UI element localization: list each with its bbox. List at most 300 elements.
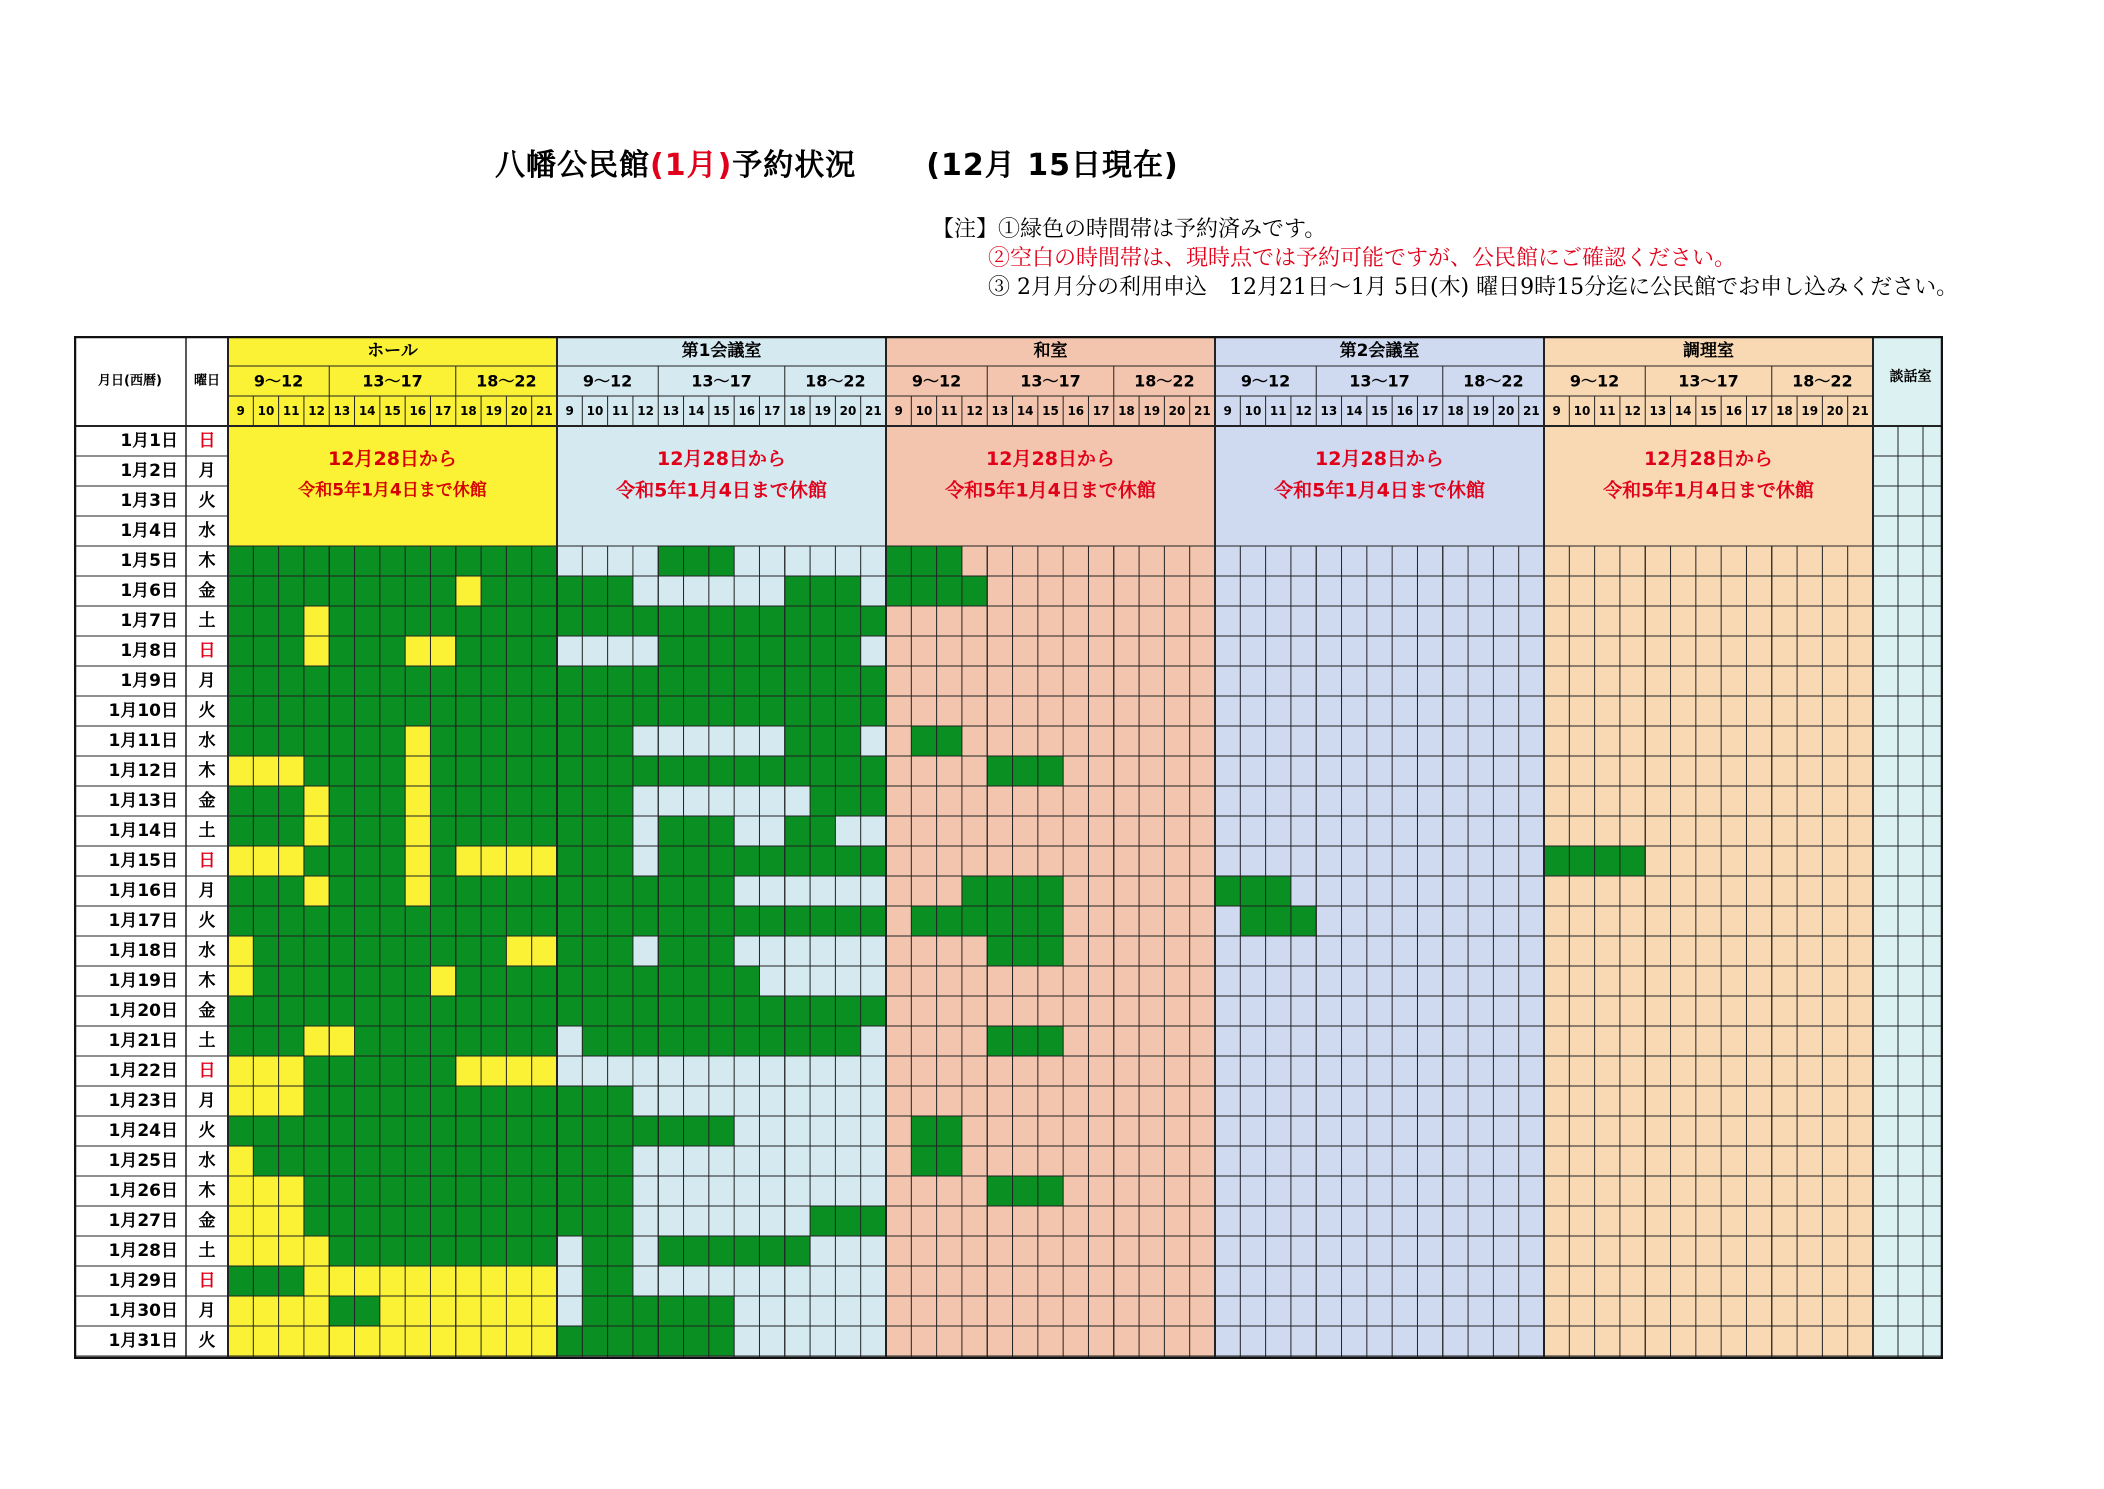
hour-label: 14 [1345, 404, 1363, 418]
booked-cell [329, 696, 354, 726]
booked-cell [355, 786, 380, 816]
booked-cell [253, 966, 278, 996]
hour-label: 14 [358, 404, 376, 418]
closed-notice-line2: 令和5年1月4日まで休館 [616, 479, 827, 502]
booked-cell [279, 636, 304, 666]
booked-cell [380, 936, 405, 966]
booked-cell [405, 966, 430, 996]
booked-cell [557, 1146, 582, 1176]
booked-cell [329, 846, 354, 876]
booked-cell [911, 1146, 936, 1176]
booked-cell [430, 816, 455, 846]
booked-cell [759, 696, 784, 726]
booked-cell [709, 996, 734, 1026]
booked-cell [633, 666, 658, 696]
booked-cell [810, 696, 835, 726]
booked-cell [405, 1206, 430, 1236]
booked-cell [684, 666, 709, 696]
booked-cell [430, 576, 455, 606]
booked-cell [228, 996, 253, 1026]
hour-label: 20 [1826, 404, 1844, 418]
booked-cell [709, 1296, 734, 1326]
booked-cell [506, 1176, 531, 1206]
booked-cell [329, 1086, 354, 1116]
period-label: 9～12 [253, 371, 304, 391]
booked-cell [658, 1296, 683, 1326]
hour-label: 11 [940, 404, 958, 418]
booked-cell [506, 1116, 531, 1146]
hour-label: 18 [1776, 404, 1793, 418]
booked-cell [759, 1026, 784, 1056]
booked-cell [1013, 936, 1038, 966]
booked-cell [709, 846, 734, 876]
booked-cell [430, 876, 455, 906]
booked-cell [355, 1026, 380, 1056]
booked-cell [709, 606, 734, 636]
booked-cell [557, 816, 582, 846]
booked-cell [253, 606, 278, 636]
hour-label: 17 [1092, 404, 1110, 418]
day-weekday: 日 [198, 1271, 216, 1291]
title-month: (1月) [650, 148, 733, 183]
booked-cell [886, 546, 911, 576]
booked-cell [380, 1206, 405, 1236]
booked-cell [456, 1086, 481, 1116]
booked-cell [329, 726, 354, 756]
booked-cell [987, 876, 1012, 906]
hour-label: 21 [864, 404, 882, 418]
day-date: 1月27日 [108, 1211, 178, 1231]
date-column-header: 月日(西暦) [98, 373, 162, 389]
booked-cell [304, 1206, 329, 1236]
booked-cell [253, 666, 278, 696]
booked-cell [658, 636, 683, 666]
booked-cell [253, 786, 278, 816]
booked-cell [557, 1206, 582, 1236]
day-date: 1月5日 [120, 551, 178, 571]
booked-cell [1013, 1176, 1038, 1206]
booked-cell [557, 1086, 582, 1116]
booked-cell [532, 876, 557, 906]
booked-cell [279, 936, 304, 966]
booked-cell [456, 1026, 481, 1056]
booked-cell [253, 696, 278, 726]
booked-cell [456, 786, 481, 816]
booked-cell [810, 636, 835, 666]
booked-cell [430, 756, 455, 786]
booked-cell [861, 756, 886, 786]
booked-cell [785, 1236, 810, 1266]
hour-label: 15 [1371, 404, 1388, 418]
booked-cell [886, 576, 911, 606]
day-date: 1月20日 [108, 1001, 178, 1021]
booked-cell [684, 966, 709, 996]
booked-cell [835, 846, 860, 876]
day-weekday: 土 [198, 611, 216, 631]
period-label: 9～12 [582, 371, 633, 391]
period-label: 13～17 [691, 371, 752, 391]
booked-cell [835, 636, 860, 666]
booked-cell [709, 876, 734, 906]
hour-label: 19 [485, 404, 503, 418]
day-weekday: 月 [198, 881, 216, 901]
booked-cell [684, 906, 709, 936]
booked-cell [355, 966, 380, 996]
booked-cell [582, 1236, 607, 1266]
booked-cell [456, 1116, 481, 1146]
booked-cell [481, 906, 506, 936]
booked-cell [430, 546, 455, 576]
booked-cell [456, 1146, 481, 1176]
booked-cell [228, 546, 253, 576]
hour-label: 16 [738, 404, 756, 418]
period-label: 18～22 [1463, 371, 1524, 391]
day-weekday: 金 [198, 1001, 216, 1021]
booked-cell [380, 996, 405, 1026]
booked-cell [430, 906, 455, 936]
booked-cell [785, 606, 810, 636]
booked-cell [355, 636, 380, 666]
booked-cell [734, 906, 759, 936]
booked-cell [329, 936, 354, 966]
booked-cell [405, 546, 430, 576]
booked-cell [481, 576, 506, 606]
booked-cell [532, 1116, 557, 1146]
booked-cell [456, 636, 481, 666]
booked-cell [785, 636, 810, 666]
booked-cell [405, 1026, 430, 1056]
booked-cell [658, 606, 683, 636]
closed-notice-line2: 令和5年1月4日まで休館 [1603, 479, 1814, 502]
booked-cell [835, 906, 860, 936]
booked-cell [506, 756, 531, 786]
hour-label: 10 [1244, 404, 1262, 418]
booked-cell [405, 1236, 430, 1266]
hour-label: 13 [1320, 404, 1338, 418]
booked-cell [658, 996, 683, 1026]
booked-cell [785, 666, 810, 696]
booked-cell [329, 966, 354, 996]
booked-cell [810, 1026, 835, 1056]
hour-label: 19 [1472, 404, 1490, 418]
day-date: 1月1日 [120, 431, 178, 451]
booked-cell [329, 876, 354, 906]
booked-cell [987, 906, 1012, 936]
hour-label: 12 [637, 404, 654, 418]
booked-cell [1013, 1026, 1038, 1056]
booked-cell [633, 876, 658, 906]
booked-cell [380, 1056, 405, 1086]
hour-label: 10 [257, 404, 275, 418]
booked-cell [430, 786, 455, 816]
hour-label: 19 [1143, 404, 1161, 418]
hour-label: 17 [1750, 404, 1768, 418]
booked-cell [582, 966, 607, 996]
day-weekday: 火 [198, 1331, 216, 1351]
booked-cell [734, 996, 759, 1026]
booked-cell [608, 846, 633, 876]
day-weekday: 月 [198, 1091, 216, 1111]
booked-cell [861, 846, 886, 876]
hour-label: 20 [839, 404, 857, 418]
booked-cell [532, 666, 557, 696]
booked-cell [1291, 906, 1316, 936]
hour-label: 21 [1193, 404, 1211, 418]
booked-cell [684, 996, 709, 1026]
booked-cell [633, 996, 658, 1026]
booked-cell [253, 936, 278, 966]
booked-cell [329, 546, 354, 576]
booked-cell [658, 966, 683, 996]
booked-cell [658, 1026, 683, 1056]
booked-cell [1544, 846, 1569, 876]
booked-cell [456, 966, 481, 996]
booked-cell [456, 666, 481, 696]
booked-cell [987, 936, 1012, 966]
hour-label: 14 [1674, 404, 1692, 418]
booked-cell [557, 666, 582, 696]
day-weekday: 月 [198, 1301, 216, 1321]
title-suffix: 予約状況 [732, 148, 857, 183]
booked-cell [709, 546, 734, 576]
booked-cell [228, 1116, 253, 1146]
booked-cell [253, 1266, 278, 1296]
day-date: 1月17日 [108, 911, 178, 931]
booked-cell [684, 696, 709, 726]
booked-cell [481, 996, 506, 1026]
booked-cell [684, 1116, 709, 1146]
booked-cell [608, 936, 633, 966]
booked-cell [937, 546, 962, 576]
booked-cell [785, 756, 810, 786]
title-main: 八幡公民館 [495, 148, 650, 183]
day-date: 1月29日 [108, 1271, 178, 1291]
booked-cell [304, 1116, 329, 1146]
hour-label: 16 [1396, 404, 1414, 418]
booked-cell [456, 996, 481, 1026]
booked-cell [355, 1116, 380, 1146]
booked-cell [861, 906, 886, 936]
day-date: 1月24日 [108, 1121, 178, 1141]
booked-cell [304, 666, 329, 696]
room-name: 和室 [1033, 341, 1068, 361]
day-weekday: 土 [198, 821, 216, 841]
hour-label: 12 [1624, 404, 1641, 418]
booked-cell [430, 606, 455, 636]
booked-cell [506, 1026, 531, 1056]
period-label: 13～17 [1349, 371, 1410, 391]
booked-cell [1569, 846, 1594, 876]
booked-cell [228, 876, 253, 906]
hour-label: 17 [763, 404, 781, 418]
notes [932, 215, 1958, 302]
booked-cell [734, 606, 759, 636]
booked-cell [481, 936, 506, 966]
booked-cell [557, 786, 582, 816]
booked-cell [608, 996, 633, 1026]
booked-cell [481, 1086, 506, 1116]
booked-cell [835, 726, 860, 756]
booked-cell [810, 576, 835, 606]
booked-cell [456, 936, 481, 966]
booked-cell [279, 786, 304, 816]
booked-cell [355, 1296, 380, 1326]
note-2: ②空白の時間帯は、現時点では予約可能ですが、公民館にご確認ください。 [988, 246, 1737, 271]
booked-cell [582, 1116, 607, 1146]
booked-cell [1038, 1026, 1063, 1056]
booked-cell [481, 816, 506, 846]
booked-cell [279, 996, 304, 1026]
booked-cell [481, 1116, 506, 1146]
booked-cell [532, 996, 557, 1026]
booked-cell [279, 1116, 304, 1146]
booked-cell [608, 816, 633, 846]
booked-cell [759, 906, 784, 936]
booked-cell [304, 756, 329, 786]
booked-cell [582, 1326, 607, 1356]
booked-cell [380, 726, 405, 756]
day-weekday: 水 [198, 731, 216, 751]
booked-cell [405, 996, 430, 1026]
booked-cell [355, 1086, 380, 1116]
booked-cell [557, 576, 582, 606]
hour-label: 17 [1421, 404, 1439, 418]
reservation-table [74, 336, 1943, 1359]
booked-cell [582, 1266, 607, 1296]
booked-cell [633, 1326, 658, 1356]
booked-cell [759, 636, 784, 666]
day-date: 1月18日 [108, 941, 178, 961]
booked-cell [709, 966, 734, 996]
booked-cell [380, 786, 405, 816]
booked-cell [785, 846, 810, 876]
booked-cell [506, 966, 531, 996]
booked-cell [1013, 906, 1038, 936]
booked-cell [506, 906, 531, 936]
booked-cell [582, 1206, 607, 1236]
day-date: 1月12日 [108, 761, 178, 781]
booked-cell [329, 1116, 354, 1146]
booked-cell [228, 786, 253, 816]
booked-cell [658, 936, 683, 966]
booked-cell [684, 636, 709, 666]
booked-cell [658, 816, 683, 846]
booked-cell [582, 606, 607, 636]
booked-cell [430, 666, 455, 696]
booked-cell [481, 966, 506, 996]
booked-cell [684, 816, 709, 846]
booked-cell [582, 1026, 607, 1056]
booked-cell [430, 696, 455, 726]
day-weekday: 金 [198, 1211, 216, 1231]
booked-cell [279, 1266, 304, 1296]
booked-cell [456, 816, 481, 846]
booked-cell [684, 606, 709, 636]
booked-cell [405, 1116, 430, 1146]
booked-cell [810, 996, 835, 1026]
hour-label: 11 [1269, 404, 1287, 418]
booked-cell [430, 1176, 455, 1206]
booked-cell [430, 846, 455, 876]
booked-cell [329, 1056, 354, 1086]
booked-cell [582, 1296, 607, 1326]
booked-cell [329, 786, 354, 816]
booked-cell [279, 816, 304, 846]
booked-cell [734, 636, 759, 666]
booked-cell [279, 606, 304, 636]
hour-label: 16 [1067, 404, 1085, 418]
booked-cell [506, 576, 531, 606]
day-weekday: 木 [198, 1181, 216, 1201]
booked-cell [304, 936, 329, 966]
booked-cell [430, 1206, 455, 1236]
booked-cell [709, 1026, 734, 1056]
booked-cell [759, 666, 784, 696]
closed-notice-line2: 令和5年1月4日まで休館 [1274, 479, 1485, 502]
booked-cell [304, 576, 329, 606]
booked-cell [608, 1266, 633, 1296]
booked-cell [355, 816, 380, 846]
booked-cell [532, 1206, 557, 1236]
booked-cell [405, 576, 430, 606]
booked-cell [279, 966, 304, 996]
booked-cell [430, 936, 455, 966]
booked-cell [355, 726, 380, 756]
booked-cell [608, 1086, 633, 1116]
booked-cell [759, 846, 784, 876]
booked-cell [329, 996, 354, 1026]
booked-cell [709, 1236, 734, 1266]
hour-label: 16 [409, 404, 427, 418]
booked-cell [279, 1026, 304, 1056]
booked-cell [684, 846, 709, 876]
booked-cell [253, 636, 278, 666]
booked-cell [253, 546, 278, 576]
hour-label: 20 [1497, 404, 1515, 418]
hour-label: 13 [1649, 404, 1667, 418]
booked-cell [785, 996, 810, 1026]
booked-cell [582, 1146, 607, 1176]
hour-label: 21 [535, 404, 553, 418]
booked-cell [380, 696, 405, 726]
booked-cell [481, 1026, 506, 1056]
booked-cell [785, 696, 810, 726]
booked-cell [456, 1206, 481, 1236]
booked-cell [430, 1086, 455, 1116]
day-weekday: 金 [198, 791, 216, 811]
booked-cell [304, 966, 329, 996]
booked-cell [380, 576, 405, 606]
booked-cell [253, 726, 278, 756]
day-date: 1月7日 [120, 611, 178, 631]
hour-label: 12 [1295, 404, 1312, 418]
period-label: 13～17 [1678, 371, 1739, 391]
booked-cell [506, 546, 531, 576]
booked-cell [633, 1116, 658, 1146]
booked-cell [608, 576, 633, 606]
hour-label: 9 [565, 404, 574, 418]
day-date: 1月3日 [120, 491, 178, 511]
booked-cell [608, 1146, 633, 1176]
booked-cell [1215, 876, 1240, 906]
booked-cell [456, 546, 481, 576]
booked-cell [253, 1146, 278, 1176]
booked-cell [380, 1236, 405, 1266]
booked-cell [582, 846, 607, 876]
booked-cell [506, 1086, 531, 1116]
booked-cell [1240, 906, 1265, 936]
booked-cell [709, 816, 734, 846]
